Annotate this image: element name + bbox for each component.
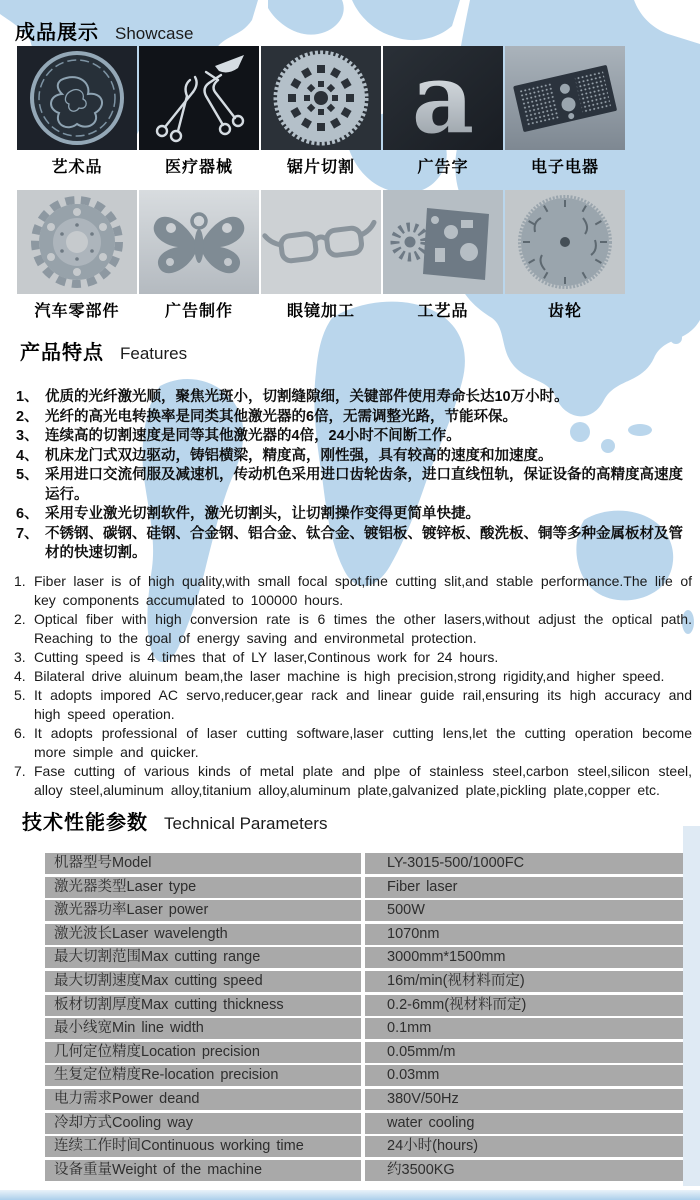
item-text: Bilateral drive aluinum beam,the laser machine is high precision,strong rigidity,and higher speed. [34, 668, 665, 684]
value-cell: 0.03mm [365, 1065, 683, 1086]
table-row [45, 1136, 683, 1157]
param-cell: 连续工作时间Continuous working time [45, 1136, 361, 1157]
value-cell: 0.1mm [365, 1018, 683, 1039]
item-text: Cutting speed is 4 times that of LY laser,Continous work for 24 hours. [34, 649, 499, 665]
item-text: 光纤的高光电转换率是同类其他激光器的6倍，无需调整光路，节能环保。 [45, 408, 518, 425]
showcase-label: 工艺品 [417, 303, 469, 320]
saw-blade-cutting-image [261, 46, 381, 150]
showcase-title-zh: 成品展示 [15, 22, 99, 44]
feature-item-en [14, 667, 692, 686]
param-cell: 最大切割速度Max cutting speed [45, 971, 361, 992]
item-number: 1. [14, 573, 26, 589]
param-cell: 机器型号Model [45, 853, 361, 874]
showcase-row-2 [17, 190, 625, 294]
advertising-letter-image [383, 46, 503, 150]
glasses-processing-image [261, 190, 381, 294]
showcase-label: 锯片切割 [286, 159, 355, 176]
tech-title-zh: 技术性能参数 [22, 812, 148, 834]
param-cell: 板材切割厚度Max cutting thickness [45, 995, 361, 1016]
table-row [45, 1042, 683, 1063]
features-list-en [14, 572, 692, 800]
param-cell: 生复定位精度Re-location precision [45, 1065, 361, 1086]
item-text: It adopts impored AC servo,reducer,gear rack and linear guide rail,ensuring its high accuracy and high speed operation. [34, 687, 692, 722]
value-cell: 约3500KG [365, 1160, 683, 1181]
table-row [45, 853, 683, 874]
bottom-blue-strip [0, 1190, 700, 1200]
features-title-en: Features [120, 344, 188, 363]
feature-item-en [14, 724, 692, 762]
value-cell: water cooling [365, 1113, 683, 1134]
item-number: 2. [14, 611, 26, 627]
showcase-row-1-labels [17, 154, 625, 177]
table-row [45, 900, 683, 921]
item-text: 采用进口交流伺服及减速机，传动机色采用进口齿轮齿条，进口直线忸轨，保证设备的高精度高速度运行。 [45, 467, 683, 503]
item-text: 优质的光纤激光顺，聚焦光斑小，切割缝隙细，关键部件使用寿命长达10万小时。 [45, 389, 569, 405]
feature-item-zh [16, 408, 688, 428]
item-text: 连续高的切割速度是同等其他激光器的4倍，24小时不间断工作。 [45, 428, 461, 444]
showcase-label: 广告制作 [164, 303, 233, 320]
item-number: 7、 [16, 525, 39, 542]
showcase-label: 电子电器 [530, 159, 599, 176]
value-cell: 24小时(hours) [365, 1136, 683, 1157]
table-row [45, 1160, 683, 1181]
item-text: Fiber laser is of high quality,with small focal spot,fine cutting slit,and stable performance.The life of key components accumulated to 100000 hours. [34, 573, 692, 608]
feature-item-en [14, 572, 692, 610]
item-number: 4. [14, 668, 26, 684]
item-number: 7. [14, 763, 26, 779]
param-cell: 激光器功率Laser power [45, 900, 361, 921]
showcase-header [15, 16, 193, 45]
item-number: 2、 [16, 408, 39, 425]
value-cell: 3000mm*1500mm [365, 947, 683, 968]
item-text: It adopts professional of laser cutting software,laser cutting lens,let the cutting operation become more simple and quicker. [34, 725, 692, 760]
tech-parameters-table [45, 853, 683, 1183]
feature-item-en [14, 648, 692, 667]
table-row [45, 924, 683, 945]
auto-parts-image [17, 190, 137, 294]
showcase-label: 医疗器械 [164, 159, 233, 176]
showcase-title-en: Showcase [115, 24, 194, 43]
feature-item-zh [16, 388, 688, 408]
table-row [45, 1113, 683, 1134]
value-cell: 1070nm [365, 924, 683, 945]
param-cell: 几何定位精度Location precision [45, 1042, 361, 1063]
param-cell: 激光器类型Laser type [45, 877, 361, 898]
feature-item-zh [16, 447, 688, 467]
item-number: 6. [14, 725, 26, 741]
features-title-zh: 产品特点 [20, 342, 104, 364]
param-cell: 最小线宽Min line width [45, 1018, 361, 1039]
param-cell: 最大切割范围Max cutting range [45, 947, 361, 968]
showcase-label: 汽车零部件 [34, 303, 120, 320]
param-cell: 电力需求Power deand [45, 1089, 361, 1110]
value-cell: Fiber laser [365, 877, 683, 898]
tech-parameters-header [22, 806, 327, 835]
param-cell: 激光波长Laser wavelength [45, 924, 361, 945]
param-cell: 设备重量Weight of the machine [45, 1160, 361, 1181]
value-cell: LY-3015-500/1000FC [365, 853, 683, 874]
value-cell: 0.2-6mm(视材料而定) [365, 995, 683, 1016]
showcase-label: 艺术品 [51, 159, 103, 176]
feature-item-en [14, 762, 692, 800]
gear-image [505, 190, 625, 294]
table-row [45, 877, 683, 898]
value-cell: 16m/min(视材料而定) [365, 971, 683, 992]
feature-item-zh [16, 466, 688, 505]
value-cell: 500W [365, 900, 683, 921]
feature-item-zh [16, 505, 688, 525]
tech-title-en: Technical Parameters [164, 814, 328, 833]
value-cell: 0.05mm/m [365, 1042, 683, 1063]
item-number: 4、 [16, 447, 39, 464]
crafts-image [383, 190, 503, 294]
feature-item-en [14, 610, 692, 648]
showcase-row-2-labels [17, 298, 625, 321]
table-row [45, 971, 683, 992]
table-row [45, 1089, 683, 1110]
electronics-panel-image [505, 46, 625, 150]
item-number: 3、 [16, 428, 39, 444]
feature-item-zh [16, 427, 688, 447]
item-text: 采用专业激光切割软件，激光切割头，让切割操作变得更简单快捷。 [45, 506, 480, 522]
features-list-zh [16, 388, 688, 564]
item-number: 1、 [16, 389, 39, 405]
medical-instruments-image [139, 46, 259, 150]
feature-item-zh [16, 525, 688, 564]
table-row [45, 1018, 683, 1039]
advertising-production-image [139, 190, 259, 294]
table-row [45, 995, 683, 1016]
table-row [45, 947, 683, 968]
showcase-label: 齿轮 [547, 303, 582, 320]
param-cell: 冷却方式Cooling way [45, 1113, 361, 1134]
item-text: 机床龙门式双边驱动，铸铝横梁，精度高，刚性强，具有较高的速度和加速度。 [45, 447, 553, 464]
table-row [45, 1065, 683, 1086]
item-number: 3. [14, 649, 26, 665]
svg-text:a: a [411, 46, 475, 150]
item-text: Fase cutting of various kinds of metal plate and plpe of stainless steel,carbon steel,silicon steel, alloy steel,aluminum alloy,titanium alloy,aluminum plate,galvanized plate,pickling plate,copper etc. [34, 763, 692, 798]
value-cell: 380V/50Hz [365, 1089, 683, 1110]
item-number: 5、 [16, 467, 39, 483]
item-number: 5. [14, 687, 26, 703]
item-text: 不锈钢、碳钢、硅钢、合金钢、铝合金、钛合金、镀铝板、镀锌板、酸洗板、铜等多种金属板材及管材的快速切割。 [45, 525, 683, 561]
item-number: 6、 [16, 506, 39, 522]
features-header [20, 336, 187, 365]
feature-item-en [14, 686, 692, 724]
item-text: Optical fiber with high conversion rate is 6 times the other lasers,without adjust the optical path. Reaching to the goal of energy saving and environmetal protection. [34, 611, 692, 646]
art-product-image [17, 46, 137, 150]
showcase-label: 眼镜加工 [286, 303, 355, 320]
showcase-label: 广告字 [417, 159, 469, 176]
showcase-row-1 [17, 46, 625, 150]
